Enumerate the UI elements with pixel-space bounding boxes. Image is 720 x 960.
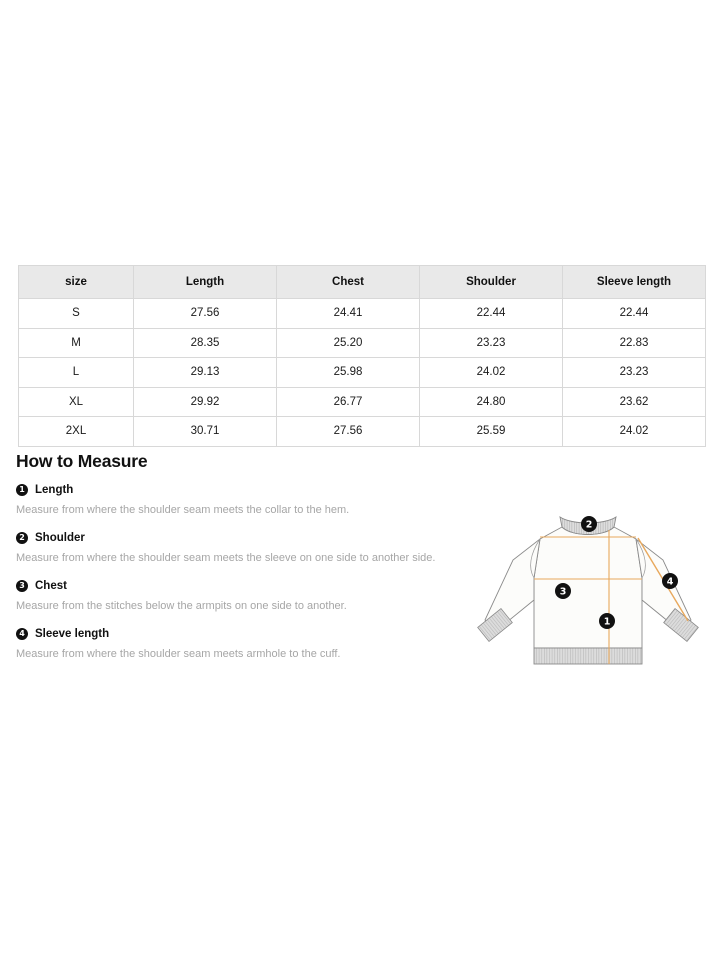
garment-hem-rib	[534, 648, 642, 664]
cell-sleeve-length: 23.23	[563, 358, 706, 388]
garment-body	[534, 527, 642, 648]
cell-shoulder: 24.02	[420, 358, 563, 388]
diagram-marker-3-label: 3	[559, 586, 567, 598]
sweatshirt-illustration-icon	[466, 508, 710, 683]
cell-chest: 27.56	[277, 417, 420, 447]
cell-sleeve-length: 22.44	[563, 299, 706, 329]
cell-size: S	[19, 299, 134, 329]
cell-shoulder: 23.23	[420, 328, 563, 358]
measure-item-label: Shoulder	[35, 532, 85, 545]
size-chart-table-head	[19, 266, 706, 299]
diagram-marker-2-label: 2	[585, 519, 593, 531]
cell-shoulder: 22.44	[420, 299, 563, 329]
size-chart-table	[18, 265, 706, 447]
measure-item-description: Measure from where the shoulder seam meets armhole to the cuff.	[16, 647, 341, 660]
size-chart-table-container	[18, 265, 706, 447]
cell-size: XL	[19, 387, 134, 417]
measure-item-shoulder	[16, 532, 466, 566]
cell-length: 29.13	[134, 358, 277, 388]
measure-item-header	[16, 484, 466, 496]
table-row	[19, 299, 706, 329]
measure-item-label: Length	[35, 484, 74, 497]
cell-length: 27.56	[134, 299, 277, 329]
garment-diagram	[466, 508, 710, 683]
number-badge-2-icon: 2	[16, 532, 28, 544]
measure-item-description: Measure from the stitches below the armpits on one side to another.	[16, 599, 347, 612]
cell-size: M	[19, 328, 134, 358]
diagram-marker-4-label: 4	[666, 576, 674, 588]
table-header-row	[19, 266, 706, 299]
column-header-size: size	[19, 266, 134, 299]
column-header-length: Length	[134, 266, 277, 299]
cell-sleeve-length: 24.02	[563, 417, 706, 447]
how-to-measure-section	[16, 452, 466, 676]
cell-length: 30.71	[134, 417, 277, 447]
measure-item-description: Measure from where the shoulder seam meets the sleeve on one side to another side.	[16, 552, 436, 565]
measure-item-sleeve-length	[16, 628, 466, 662]
cell-size: L	[19, 358, 134, 388]
measure-item-chest	[16, 580, 466, 614]
column-header-sleeve-length: Sleeve length	[563, 266, 706, 299]
cell-sleeve-length: 22.83	[563, 328, 706, 358]
diagram-marker-1	[599, 613, 615, 629]
diagram-marker-2	[581, 516, 597, 532]
table-row	[19, 328, 706, 358]
measure-item-label: Chest	[35, 579, 67, 592]
cell-length: 28.35	[134, 328, 277, 358]
cell-chest: 24.41	[277, 299, 420, 329]
measure-item-length	[16, 484, 466, 518]
column-header-shoulder: Shoulder	[420, 266, 563, 299]
diagram-marker-4	[662, 573, 678, 589]
diagram-marker-1-label: 1	[603, 616, 611, 628]
cell-sleeve-length: 23.62	[563, 387, 706, 417]
number-badge-3-icon: 3	[16, 580, 28, 592]
number-badge-1-icon: 1	[16, 484, 28, 496]
cell-chest: 25.98	[277, 358, 420, 388]
measure-item-header	[16, 580, 466, 592]
measure-item-header	[16, 628, 466, 640]
table-row	[19, 417, 706, 447]
cell-chest: 26.77	[277, 387, 420, 417]
diagram-marker-3	[555, 583, 571, 599]
table-row	[19, 387, 706, 417]
measure-item-description: Measure from where the shoulder seam meets the collar to the hem.	[16, 504, 350, 517]
column-header-chest: Chest	[277, 266, 420, 299]
table-row	[19, 358, 706, 388]
number-badge-4-icon: 4	[16, 628, 28, 640]
cell-length: 29.92	[134, 387, 277, 417]
cell-shoulder: 25.59	[420, 417, 563, 447]
cell-shoulder: 24.80	[420, 387, 563, 417]
measure-item-header	[16, 532, 466, 544]
measure-item-label: Sleeve length	[35, 627, 110, 640]
page-title: How to Measure	[16, 451, 148, 471]
cell-chest: 25.20	[277, 328, 420, 358]
size-chart-table-body	[19, 299, 706, 447]
cell-size: 2XL	[19, 417, 134, 447]
